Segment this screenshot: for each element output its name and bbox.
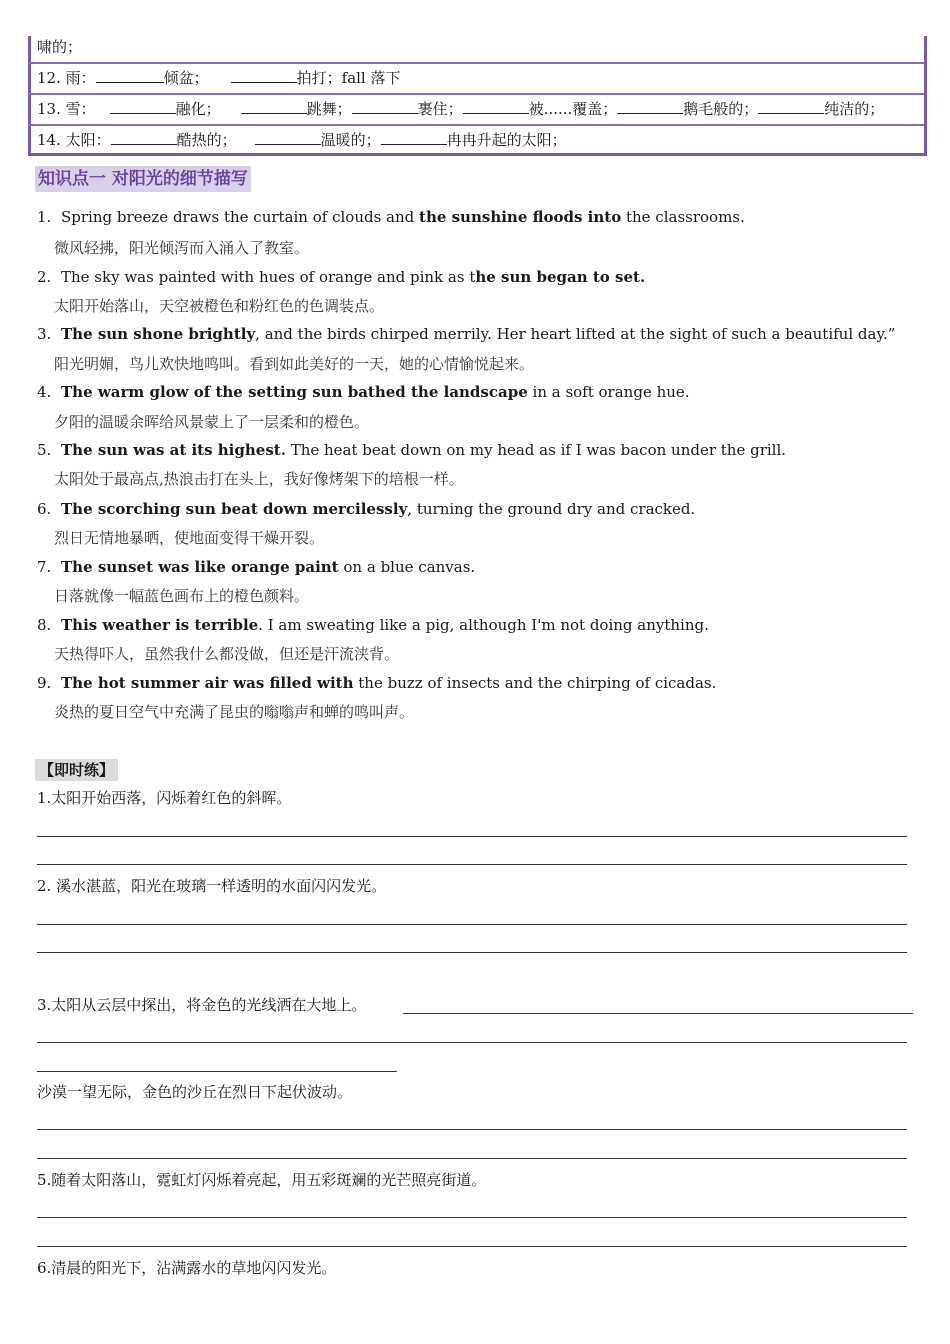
vocab-row-sun: 14. 太阳： 酷热的； 温暖的； 冉冉升起的太阳； xyxy=(37,131,567,149)
answer-line[interactable] xyxy=(37,1217,907,1218)
fill-blank[interactable] xyxy=(758,99,824,114)
sentence-translation: 微风轻拂，阳光倾泻而入涌入了教室。 xyxy=(54,239,310,257)
vocab-row-divider xyxy=(28,124,924,126)
fill-blank[interactable] xyxy=(241,99,307,114)
answer-line[interactable] xyxy=(37,1129,907,1130)
practice-question: 1.太阳开始西落，闪烁着红色的斜晖。 xyxy=(37,789,292,807)
vocab-row-continuation: 啸的； xyxy=(37,38,83,56)
example-sentence: 7. The sunset was like orange paint on a blue canvas. xyxy=(37,558,476,576)
fill-blank[interactable] xyxy=(255,130,321,145)
practice-question: 5.随着太阳落山，霓虹灯闪烁着亮起，用五彩斑斓的光芒照亮街道。 xyxy=(37,1171,487,1189)
answer-line[interactable] xyxy=(37,1158,907,1159)
example-sentence: 2. The sky was painted with hues of orange and pink as the sun began to set. xyxy=(37,268,646,286)
sentence-translation: 炎热的夏日空气中充满了昆虫的嗡嗡声和蝉的鸣叫声。 xyxy=(54,703,415,721)
answer-line[interactable] xyxy=(403,1013,913,1014)
example-sentence: 4. The warm glow of the setting sun bathed the landscape in a soft orange hue. xyxy=(37,383,690,401)
fill-blank[interactable] xyxy=(352,99,418,114)
answer-line[interactable] xyxy=(37,1071,397,1072)
vocab-row-snow: 13. 雪： 融化； 跳舞； 裹住； 被......覆盖； 鹅毛般的； 纯洁的； xyxy=(37,100,885,118)
fill-blank[interactable] xyxy=(617,99,683,114)
fill-blank[interactable] xyxy=(381,130,447,145)
answer-line[interactable] xyxy=(37,1042,907,1043)
answer-line[interactable] xyxy=(37,924,907,925)
vocab-row-divider xyxy=(28,62,924,64)
sentence-translation: 阳光明媚，鸟儿欢快地鸣叫。看到如此美好的一天，她的心情愉悦起来。 xyxy=(54,355,535,373)
sentence-translation: 太阳处于最高点,热浪击打在头上，我好像烤架下的培根一样。 xyxy=(54,470,464,488)
example-sentence: 1. Spring breeze draws the curtain of clouds and the sunshine floods into the classrooms. xyxy=(37,208,745,226)
fill-blank[interactable] xyxy=(231,68,297,83)
answer-line[interactable] xyxy=(37,952,907,953)
example-sentence: 3. The sun shone brightly, and the birds chirped merrily. Her heart lifted at the sight of such a beautiful day.” xyxy=(37,325,896,343)
practice-question: 2. 溪水湛蓝，阳光在玻璃一样透明的水面闪闪发光。 xyxy=(37,877,387,895)
answer-line[interactable] xyxy=(37,864,907,865)
fill-blank[interactable] xyxy=(96,68,164,83)
answer-line[interactable] xyxy=(37,1246,907,1247)
example-sentence: 8. This weather is terrible. I am sweating like a pig, although I'm not doing anything. xyxy=(37,616,709,634)
practice-question: 沙漠一望无际，金色的沙丘在烈日下起伏波动。 xyxy=(37,1083,353,1101)
practice-title: 【即时练】 xyxy=(35,759,118,781)
vocab-row-divider xyxy=(28,93,924,95)
sentence-translation: 太阳开始落山，天空被橙色和粉红色的色调装点。 xyxy=(54,297,385,315)
sentence-translation: 烈日无情地暴晒，使地面变得干燥开裂。 xyxy=(54,529,325,547)
example-sentence: 6. The scorching sun beat down mercilessly, turning the ground dry and cracked. xyxy=(37,500,696,518)
sentence-translation: 日落就像一幅蓝色画布上的橙色颜料。 xyxy=(54,587,310,605)
sentence-translation: 夕阳的温暖余晖给风景蒙上了一层柔和的橙色。 xyxy=(54,413,370,431)
practice-question: 3.太阳从云层中探出，将金色的光线洒在大地上。 xyxy=(37,996,367,1014)
fill-blank[interactable] xyxy=(110,99,176,114)
vocab-box-bottom-border xyxy=(28,153,924,156)
section-title: 知识点一 对阳光的细节描写 xyxy=(35,166,251,192)
fill-blank[interactable] xyxy=(463,99,529,114)
practice-question: 6.清晨的阳光下，沾满露水的草地闪闪发光。 xyxy=(37,1259,337,1277)
example-sentence: 9. The hot summer air was filled with the buzz of insects and the chirping of cicadas. xyxy=(37,674,717,692)
vocab-row-rain: 12. 雨： 倾盆； 拍打；fall 落下 xyxy=(37,69,401,87)
example-sentence: 5. The sun was at its highest. The heat beat down on my head as if I was bacon under the grill. xyxy=(37,441,787,459)
fill-blank[interactable] xyxy=(111,130,177,145)
sentence-translation: 天热得吓人，虽然我什么都没做，但还是汗流浃背。 xyxy=(54,645,400,663)
answer-line[interactable] xyxy=(37,836,907,837)
